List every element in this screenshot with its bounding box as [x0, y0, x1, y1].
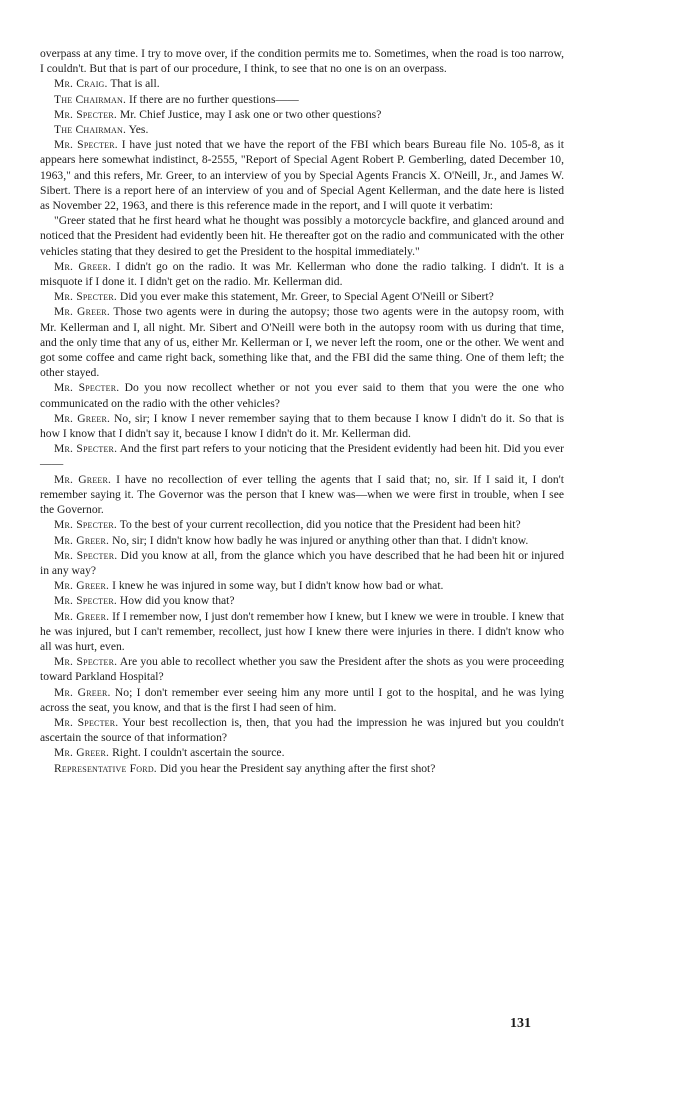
speaker: Mr. Specter. — [54, 381, 120, 395]
speaker: Mr. Greer. — [54, 685, 111, 699]
speech: I didn't go on the radio. It was Mr. Kellerman who done the radio talking. I didn't. It is a misquote if I done it. I didn't get on the radio. Mr. Kellerman did. — [40, 259, 564, 289]
paragraph — [40, 289, 564, 304]
speaker: Mr. Specter. — [54, 442, 118, 456]
paragraph — [40, 304, 564, 380]
speech: Did you know at all, from the glance which you have described that he had been hit or injured in any way? — [40, 548, 564, 577]
speaker: Mr. Greer. — [54, 259, 112, 273]
speaker: Mr. Specter. — [54, 518, 117, 532]
speaker: Mr. Greer. — [54, 746, 110, 760]
paragraph — [40, 654, 564, 684]
speech: I knew he was injured in some way, but I didn't know how bad or what. — [112, 579, 444, 593]
paragraph — [40, 517, 564, 532]
paragraph — [40, 593, 564, 608]
paragraph — [40, 92, 564, 107]
paragraph — [40, 761, 564, 776]
paragraph — [40, 137, 564, 213]
speaker: Mr. Greer. — [54, 305, 110, 319]
speech: overpass at any time. I try to move over, if the condition permits me to. Sometimes, when the road is too narrow, I couldn't. But that is part of our procedure, I think, to see that no one is on an overpass. — [40, 47, 564, 76]
speech: Right. I couldn't ascertain the source. — [112, 746, 285, 760]
paragraph — [40, 122, 564, 137]
speech: Mr. Chief Justice, may I ask one or two other questions? — [119, 107, 382, 121]
speech: If there are no further questions—— — [129, 92, 299, 106]
paragraph — [40, 259, 564, 289]
speech: I have just noted that we have the report of the FBI which bears Bureau file No. 105-8, as it appears here somewhat indistinct, 8-2555, "Report of Special Agent Robert P. Gemberling, dated December 10, 1963," and this refers, Mr. Greer, to an interview of you by Special Agents Francis X. O'Neill, Jr., and James W. Sibert. There is a report here of an interview of you and of Special Agent Kellerman, and the date here is listed as November 22, 1963, and there is this reference made in the report, and I will quote it verbatim: — [40, 138, 564, 213]
speaker: The Chairman. — [54, 92, 127, 106]
paragraph — [40, 76, 564, 91]
quoted-report — [40, 213, 564, 259]
paragraph — [40, 548, 564, 578]
speaker: Mr. Specter. — [54, 138, 118, 152]
testimony-text — [40, 46, 564, 776]
paragraph — [40, 609, 564, 655]
speaker: Mr. Specter. — [54, 290, 117, 304]
speech: Did you hear the President say anything after the first shot? — [159, 761, 436, 775]
speech: How did you know that? — [119, 594, 235, 608]
speech: If I remember now, I just don't remember how I knew, but I knew we were in trouble. I knew that he was injured, but I can't remember, recollect, just how I knew there were injuries in there. I didn't know who all was hurt, even. — [40, 609, 564, 653]
paragraph — [40, 441, 564, 471]
speech: Are you able to recollect whether you saw the President after the shots as you were proceeding toward Parkland Hospital? — [40, 655, 564, 684]
page-number: 131 — [510, 1016, 531, 1031]
paragraph — [40, 107, 564, 122]
speaker: Mr. Specter. — [54, 107, 117, 121]
speech: Do you now recollect whether or not you ever said to them that you were the one who communicated on the radio with the other vehicles? — [40, 381, 564, 410]
paragraph — [40, 46, 564, 76]
speaker: Mr. Specter. — [54, 594, 117, 608]
speech: And the first part refers to your noticing that the President evidently had been hit. Did you ever—— — [40, 442, 564, 471]
speaker: Mr. Greer. — [54, 533, 110, 547]
speaker: Mr. Craig. — [54, 77, 108, 91]
speech: To the best of your current recollection, did you notice that the President had been hit? — [119, 518, 521, 532]
speaker: Mr. Specter. — [54, 548, 118, 562]
paragraph — [40, 745, 564, 760]
speech: Those two agents were in during the autopsy; those two agents were in the autopsy room, with Mr. Kellerman and I, all night. Mr. Sibert and O'Neill were both in the autopsy room with us during that time, and the only time that any of us, either Mr. Kellerman or I, we never left the room, one or the other. We went and got some coffee and came right back, something like that, and the FBI did the same thing. One of them left; the other stayed. — [40, 305, 564, 380]
speech: Yes. — [128, 123, 149, 137]
paragraph — [40, 578, 564, 593]
paragraph — [40, 685, 564, 715]
paragraph — [40, 715, 564, 745]
speaker: Mr. Specter. — [54, 655, 118, 669]
speaker: Representative Ford. — [54, 761, 157, 775]
speech: No; I don't remember ever seeing him any more until I got to the hospital, and he was lying across the seat, you know, and that is the first I had seen of him. — [40, 685, 564, 714]
speaker: The Chairman. — [54, 123, 127, 137]
speech: That is all. — [110, 77, 160, 91]
speech: No, sir; I didn't know how badly he was injured or anything other than that. I didn't know. — [112, 533, 529, 547]
speech: "Greer stated that he first heard what he thought was possibly a motorcycle backfire, and glanced around and noticed that the President had evidently been hit. He thereafter got on the radio and communicated with the other vehicles stating that they desired to get the President to the hospital immediately." — [40, 214, 564, 258]
speaker: Mr. Specter. — [54, 715, 119, 729]
speech: I have no recollection of ever telling the agents that I said that; no, sir. If I said it, I don't remember saying it. The Governor was the person that I knew was—when we were first in trouble, when I see the Governor. — [40, 472, 564, 517]
paragraph — [40, 533, 564, 548]
paragraph — [40, 380, 564, 410]
speaker: Mr. Greer. — [54, 411, 111, 425]
speech: Did you ever make this statement, Mr. Greer, to Special Agent O'Neill or Sibert? — [119, 290, 494, 304]
speech: Your best recollection is, then, that you had the impression he was injured but you couldn't ascertain the source of that information? — [40, 715, 564, 745]
paragraph — [40, 411, 564, 441]
speech: No, sir; I know I never remember saying that to them because I know I didn't do it. So that is how I know that I didn't say it, because I know I didn't do it. Mr. Kellerman did. — [40, 411, 564, 441]
speaker: Mr. Greer. — [54, 472, 112, 486]
speaker: Mr. Greer. — [54, 609, 110, 623]
speaker: Mr. Greer. — [54, 579, 110, 593]
paragraph — [40, 472, 564, 518]
